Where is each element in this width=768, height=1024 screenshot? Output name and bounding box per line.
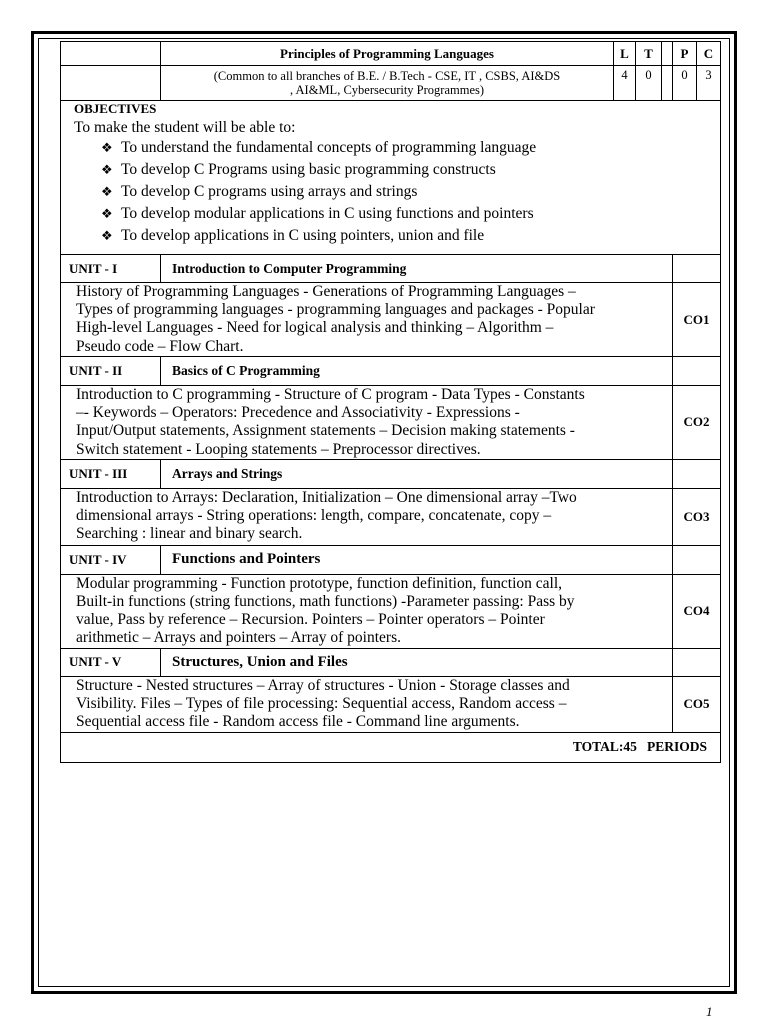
unit-3-content — [61, 488, 673, 545]
blank-cell — [673, 545, 721, 574]
unit-4-header-row — [61, 545, 721, 574]
unit-2-body-row — [61, 386, 721, 460]
ltpc-header-p: P — [673, 42, 697, 66]
unit-content-line: Input/Output statements, Assignment statements – Decision making statements - — [76, 422, 575, 440]
unit-content-line: Visibility. Files – Types of file processing: Sequential access, Random access – — [76, 695, 567, 713]
blank-cell — [673, 255, 721, 283]
unit-content-line: Modular programming - Function prototype, function definition, function call, — [76, 574, 563, 592]
objective-item — [101, 203, 720, 225]
blank-cell — [673, 459, 721, 488]
unit-3-body-row — [61, 488, 721, 545]
objectives-row — [61, 101, 721, 255]
ltpc-value-l: 4 — [614, 66, 636, 101]
syllabus-table — [60, 41, 721, 763]
unit-4-course-outcome: CO4 — [673, 574, 721, 648]
unit-1-title: Introduction to Computer Programming — [161, 255, 673, 283]
total-row — [61, 732, 721, 762]
blank-cell — [673, 357, 721, 386]
unit-content-line: arithmetic – Arrays and pointers – Array of pointers. — [76, 629, 401, 647]
blank-cell — [673, 648, 721, 676]
unit-content-line: Pseudo code – Flow Chart. — [76, 337, 244, 355]
unit-3-title: Arrays and Strings — [161, 459, 673, 488]
unit-content-line: Switch statement - Looping statements – Preprocessor directives. — [76, 440, 481, 458]
unit-5-body-row — [61, 676, 721, 732]
unit-5-label: UNIT - V — [61, 648, 161, 676]
unit-1-header-row — [61, 255, 721, 283]
unit-4-title: Functions and Pointers — [161, 545, 673, 574]
course-title-row — [61, 42, 721, 66]
unit-content-line: value, Pass by reference – Recursion. Pointers – Pointer operators – Pointer — [76, 611, 545, 629]
objective-item — [101, 137, 720, 159]
unit-content-line: Introduction to Arrays: Declaration, Initialization – One dimensional array –Two — [76, 488, 577, 506]
objective-text: To develop C Programs using basic programming constructs — [121, 161, 496, 178]
ltpc-value-c: 3 — [697, 66, 721, 101]
unit-2-header-row — [61, 357, 721, 386]
objective-text: To develop modular applications in C using functions and pointers — [121, 205, 534, 222]
objective-text: To develop C programs using arrays and strings — [121, 183, 418, 200]
blank-cell — [662, 42, 673, 66]
unit-4-label: UNIT - IV — [61, 545, 161, 574]
unit-3-course-outcome: CO3 — [673, 488, 721, 545]
course-subtitle-line1: (Common to all branches of B.E. / B.Tech - CSE, IT , CSBS, AI&DS — [213, 69, 561, 83]
unit-content-line: History of Programming Languages - Generations of Programming Languages – — [76, 283, 576, 300]
diamond-bullet-icon: ❖ — [101, 229, 113, 244]
total-periods: TOTAL:45 PERIODS — [61, 732, 721, 762]
objective-item — [101, 159, 720, 181]
unit-2-label: UNIT - II — [61, 357, 161, 386]
page-number: 1 — [706, 1004, 713, 1019]
unit-content-line: Built-in functions (string functions, math functions) -Parameter passing: Pass by — [76, 593, 575, 611]
unit-content-line: Types of programming languages - programming languages and packages - Popular — [76, 301, 595, 319]
objectives-heading: OBJECTIVES — [74, 101, 157, 116]
unit-content-line: High-level Languages - Need for logical analysis and thinking – Algorithm – — [76, 319, 554, 337]
course-title: Principles of Programming Languages — [161, 42, 614, 66]
ltpc-value-t: 0 — [636, 66, 662, 101]
unit-content-line: dimensional arrays - String operations: length, compare, concatenate, copy – — [76, 507, 552, 525]
unit-1-content — [61, 283, 673, 357]
objective-item — [101, 225, 720, 247]
ltpc-header-c: C — [697, 42, 721, 66]
diamond-bullet-icon: ❖ — [101, 141, 113, 156]
unit-4-content — [61, 574, 673, 648]
unit-3-label: UNIT - III — [61, 459, 161, 488]
course-subtitle — [161, 66, 614, 101]
unit-content-line: –- Keywords – Operators: Precedence and Associativity - Expressions - — [76, 404, 520, 422]
objective-text: To develop applications in C using pointers, union and file — [121, 227, 485, 244]
blank-cell — [61, 42, 161, 66]
unit-4-body-row — [61, 574, 721, 648]
objectives-intro: To make the student will be able to: — [74, 119, 296, 136]
diamond-bullet-icon: ❖ — [101, 163, 113, 178]
objective-item — [101, 181, 720, 203]
unit-2-content — [61, 386, 673, 460]
unit-2-course-outcome: CO2 — [673, 386, 721, 460]
ltpc-header-t: T — [636, 42, 662, 66]
course-subtitle-row — [61, 66, 721, 101]
unit-1-body-row — [61, 283, 721, 357]
objective-text: To understand the fundamental concepts of programming language — [121, 139, 537, 156]
unit-content-line: Sequential access file - Random access file - Command line arguments. — [76, 713, 520, 731]
course-subtitle-line2: , AI&ML, Cybersecurity Programmes) — [289, 83, 485, 97]
objectives-section — [61, 101, 721, 255]
unit-3-header-row — [61, 459, 721, 488]
diamond-bullet-icon: ❖ — [101, 185, 113, 200]
ltpc-header-l: L — [614, 42, 636, 66]
ltpc-value-p: 0 — [673, 66, 697, 101]
blank-cell — [61, 66, 161, 101]
diamond-bullet-icon: ❖ — [101, 207, 113, 222]
unit-5-title: Structures, Union and Files — [161, 648, 673, 676]
unit-5-content — [61, 676, 673, 732]
unit-content-line: Structure - Nested structures – Array of structures - Union - Storage classes and — [76, 676, 570, 694]
unit-2-title: Basics of C Programming — [161, 357, 673, 386]
unit-1-label: UNIT - I — [61, 255, 161, 283]
unit-1-course-outcome: CO1 — [673, 283, 721, 357]
blank-cell — [662, 66, 673, 101]
unit-content-line: Searching : linear and binary search. — [76, 525, 303, 543]
unit-5-header-row — [61, 648, 721, 676]
objectives-list — [74, 137, 720, 247]
unit-5-course-outcome: CO5 — [673, 676, 721, 732]
unit-content-line: Introduction to C programming - Structure of C program - Data Types - Constants — [76, 386, 585, 403]
